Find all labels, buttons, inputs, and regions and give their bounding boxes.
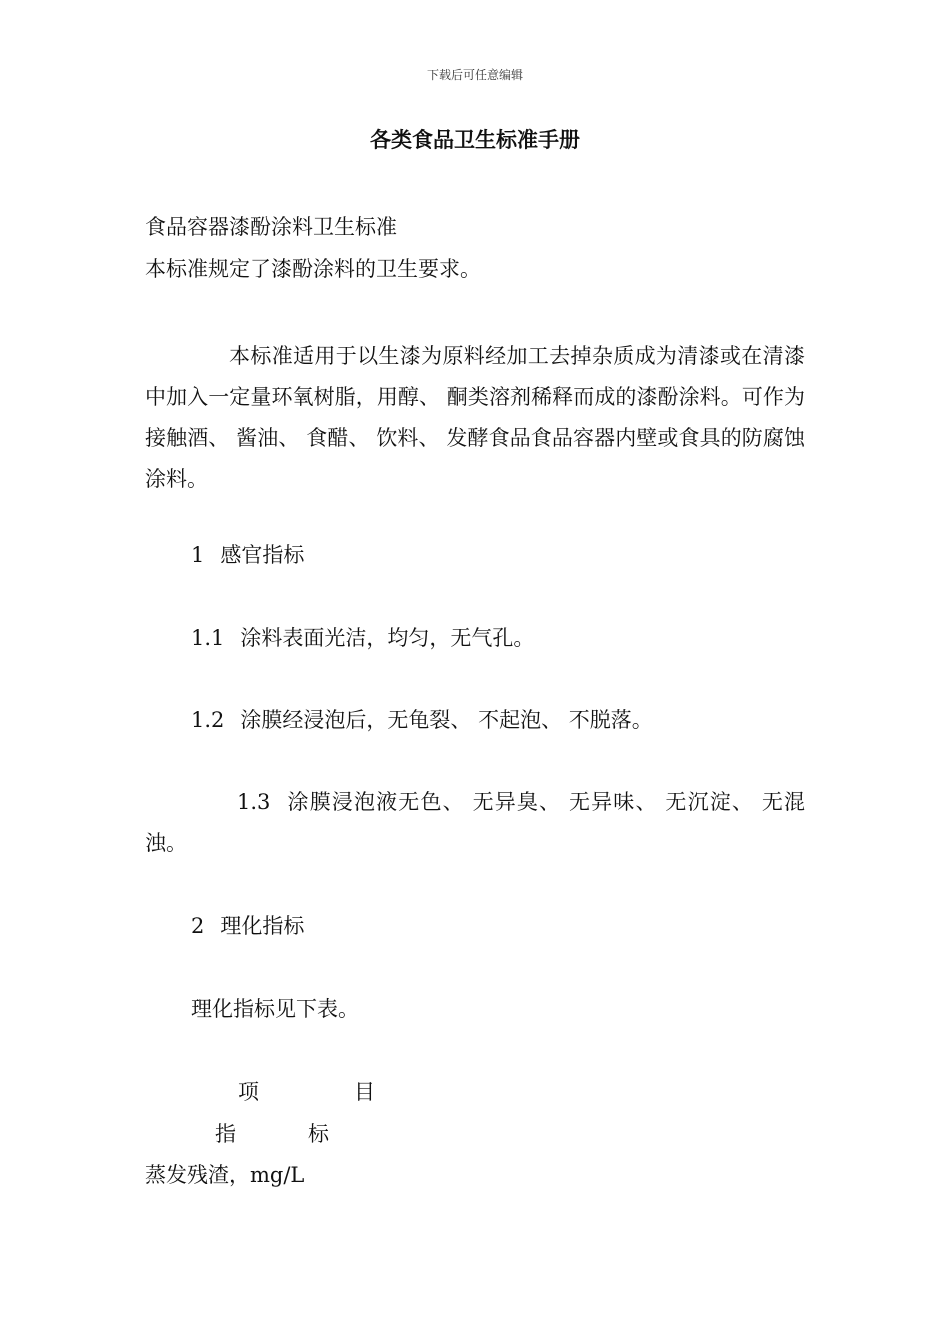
- table-header-index-char-1: 指: [215, 1122, 236, 1146]
- section-1-number: 1: [191, 543, 205, 567]
- scope-paragraph: 本标准适用于以生漆为原料经加工去掉杂质成为清漆或在清漆中加入一定量环氧树脂，用醇、 酮类溶剂稀释而成的漆酚涂料。可作为接触酒、 酱油、 食醋、 饮料、 发酵食品食品容器内壁或食具的防腐蚀涂料。: [145, 344, 805, 491]
- item-number: 1.3: [237, 790, 271, 814]
- item-1-2: [191, 706, 653, 734]
- section-2-title: 理化指标: [220, 914, 305, 938]
- section-2-heading: [191, 912, 304, 940]
- table-header-item-char-1: 项: [238, 1080, 259, 1104]
- item-text: 涂料表面光洁，均匀，无气孔。: [240, 626, 535, 650]
- item-text: 涂膜浸泡液无色、 无异臭、 无异味、 无沉淀、 无混浊。: [145, 790, 805, 855]
- table-row-evaporation-residue: 蒸发残渣，mg/L: [145, 1163, 305, 1187]
- table-header-index-char-2: 标: [308, 1122, 329, 1146]
- table-header-item-char-2: 目: [354, 1080, 375, 1104]
- item-1-3: [145, 782, 805, 864]
- standard-name: 食品容器漆酚涂料卫生标准: [145, 215, 397, 239]
- item-number: 1.2: [191, 708, 225, 732]
- scope-line: 本标准规定了漆酚涂料的卫生要求。: [145, 257, 481, 281]
- item-1-1: [191, 624, 534, 652]
- section-1-title: 感官指标: [220, 543, 305, 567]
- section-2-number: 2: [191, 914, 205, 938]
- section-1-heading: [191, 541, 304, 569]
- document-title: 各类食品卫生标准手册: [370, 127, 580, 152]
- page-header-note: 下载后可任意编辑: [426, 68, 523, 82]
- item-text: 涂膜经浸泡后，无龟裂、 不起泡、 不脱落。: [240, 708, 653, 732]
- item-number: 1.1: [191, 626, 225, 650]
- table-intro: 理化指标见下表。: [191, 997, 359, 1021]
